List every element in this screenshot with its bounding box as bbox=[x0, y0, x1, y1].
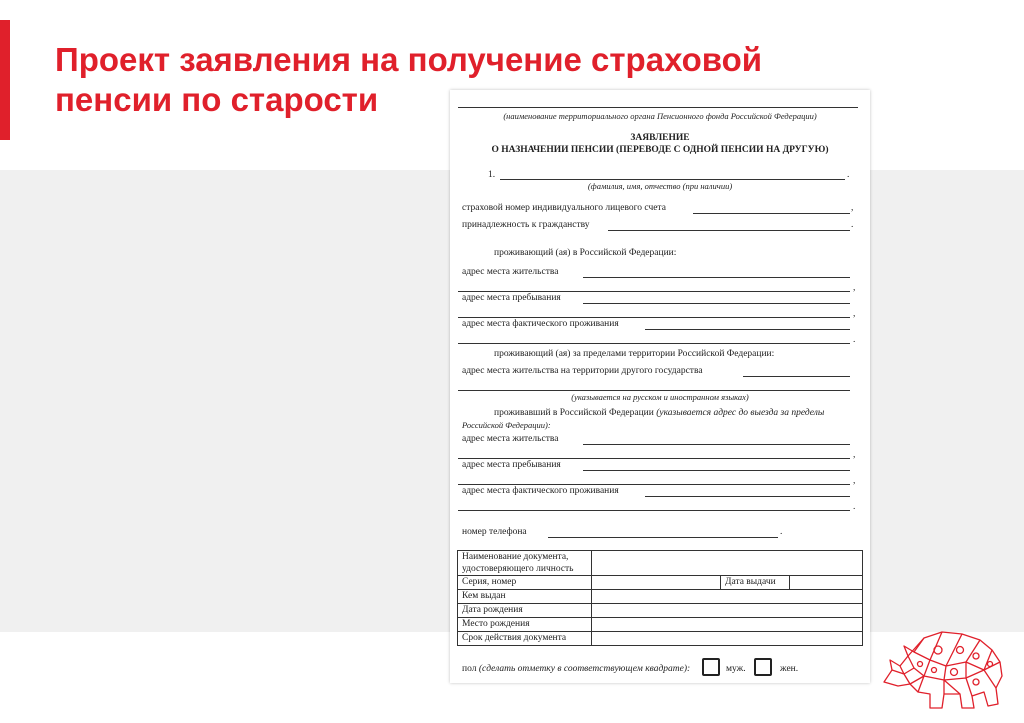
rf-residing-header: проживающий (ая) в Российской Федерации: bbox=[494, 248, 677, 258]
series-value[interactable] bbox=[592, 576, 721, 590]
former-address-actual-label: адрес места фактического проживания bbox=[462, 486, 619, 496]
full-name-line[interactable] bbox=[500, 179, 845, 180]
address-actual-label: адрес места фактического проживания bbox=[462, 319, 619, 329]
abroad-header: проживающий (ая) за пределами территории Российской Федерации: bbox=[494, 349, 775, 359]
table-row bbox=[458, 604, 863, 618]
phone-label: номер телефона bbox=[462, 527, 527, 537]
gender-female-label: жен. bbox=[780, 664, 799, 674]
issued-by-label: Кем выдан bbox=[458, 590, 592, 604]
snils-label: страховой номер индивидуального лицевого счета bbox=[462, 203, 666, 213]
birth-date-value[interactable] bbox=[592, 604, 863, 618]
formerly-residing-header: проживавший в Российской Федерации (указывается адрес до выезда за пределы bbox=[494, 408, 825, 418]
accent-bar bbox=[0, 20, 10, 140]
slide-title-line2: пенсии по старости bbox=[55, 81, 379, 118]
formerly-residing-note: Российской Федерации): bbox=[462, 420, 551, 430]
gender-label: пол (сделать отметку в соответствующем квадрате): bbox=[462, 664, 691, 674]
citizenship-label: принадлежность к гражданству bbox=[462, 220, 590, 230]
table-row bbox=[458, 576, 863, 590]
address-actual-line[interactable] bbox=[645, 329, 850, 330]
full-name-caption: (фамилия, имя, отчество (при наличии) bbox=[587, 181, 733, 191]
series-label: Серия, номер bbox=[458, 576, 592, 590]
id-doc-label: Наименование документа, удостоверяющего личность bbox=[458, 551, 592, 576]
validity-value[interactable] bbox=[592, 632, 863, 646]
address-residence-label: адрес места жительства bbox=[462, 267, 559, 277]
abroad-address-label: адрес места жительства на территории другого государства bbox=[462, 366, 703, 376]
phone-line[interactable] bbox=[548, 537, 778, 538]
former-address-stay-label: адрес места пребывания bbox=[462, 460, 561, 470]
birth-date-label: Дата рождения bbox=[458, 604, 592, 618]
former-address-residence-line[interactable] bbox=[583, 444, 850, 445]
issued-by-value[interactable] bbox=[592, 590, 863, 604]
form-subheading: О НАЗНАЧЕНИИ ПЕНСИИ (ПЕРЕВОДЕ С ОДНОЙ ПЕНСИИ НА ДРУГУЮ) bbox=[491, 145, 829, 155]
form-heading: ЗАЯВЛЕНИЕ bbox=[630, 133, 690, 143]
issue-date-value[interactable] bbox=[790, 576, 863, 590]
gender-female-checkbox[interactable] bbox=[754, 658, 772, 676]
address-stay-line[interactable] bbox=[583, 303, 850, 304]
snils-line[interactable] bbox=[693, 213, 850, 214]
authority-line bbox=[458, 107, 858, 108]
slide-title-line1: Проект заявления на получение страховой bbox=[55, 41, 763, 78]
application-form-document: (наименование территориального органа Пенсионного фонда Российской Федерации) ЗАЯВЛЕНИЕ О НАЗНАЧЕНИИ ПЕНСИИ (ПЕРЕВОДЕ С ОДНОЙ ПЕНСИИ НА ДРУГУЮ) 1. . (фамилия, имя, отчество (при наличии) страховой номер индивидуального лицевого счета , принадлежность к гражданству . проживающий (ая) в Российской Федерации: адрес места жительства , адрес места пребывания , адрес места фактического проживания . проживающий (ая) за пределами территории Российской Федерации: адрес места жительства на территории другого государства (указывается на русском и иностранном языках) проживавший в Российской Федерации (указывается адрес до выезда за пределы Российской Федерации): адрес места жительства , адрес места пребывания , адрес места фактического проживания . номер телефона . Наименование документа, удостоверяющего личность Серия, номер Дата выдачи Кем выдан Дата рождения Место рождения Срок действия документа пол (сделать отметку в соответствующем квадрате): муж. жен. bbox=[450, 90, 870, 683]
language-caption: (указывается на русском и иностранном языках) bbox=[571, 392, 749, 402]
birth-place-value[interactable] bbox=[592, 618, 863, 632]
birth-place-label: Место рождения bbox=[458, 618, 592, 632]
validity-label: Срок действия документа bbox=[458, 632, 592, 646]
issue-date-label: Дата выдачи bbox=[721, 576, 790, 590]
identity-document-table bbox=[457, 550, 863, 646]
gender-male-checkbox[interactable] bbox=[702, 658, 720, 676]
item-number: 1. bbox=[488, 170, 496, 180]
former-address-residence-label: адрес места жительства bbox=[462, 434, 559, 444]
gender-male-label: муж. bbox=[726, 664, 746, 674]
address-residence-line[interactable] bbox=[583, 277, 850, 278]
abroad-address-line[interactable] bbox=[743, 376, 850, 377]
id-doc-value[interactable] bbox=[592, 551, 863, 576]
table-row bbox=[458, 618, 863, 632]
authority-caption: (наименование территориального органа Пенсионного фонда Российской Федерации) bbox=[503, 111, 817, 121]
former-address-stay-line[interactable] bbox=[583, 470, 850, 471]
table-row bbox=[458, 632, 863, 646]
table-row bbox=[458, 590, 863, 604]
rhino-logo-icon bbox=[880, 620, 1010, 715]
table-row bbox=[458, 551, 863, 576]
address-stay-label: адрес места пребывания bbox=[462, 293, 561, 303]
citizenship-line[interactable] bbox=[608, 230, 850, 231]
former-address-actual-line[interactable] bbox=[645, 496, 850, 497]
